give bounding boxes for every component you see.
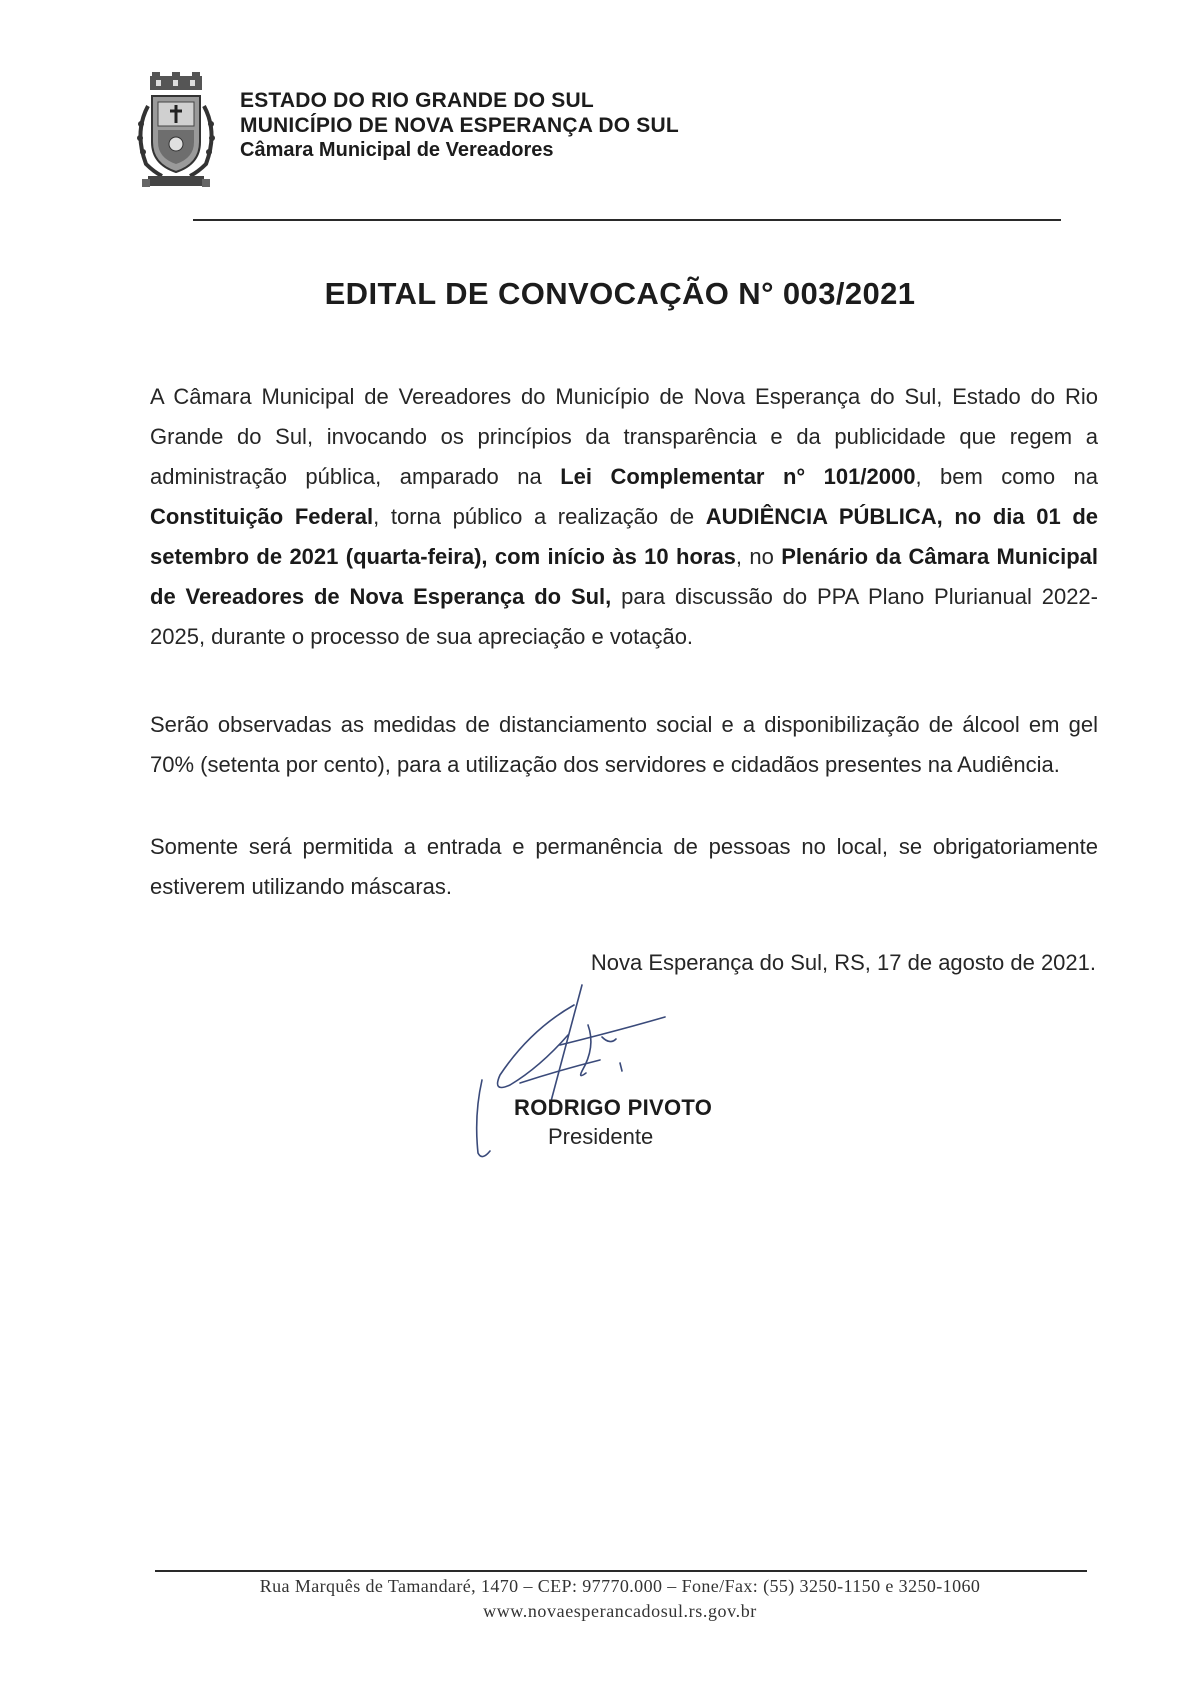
- p1-text-3: , torna público a realização de: [373, 504, 706, 529]
- municipal-coat-of-arms-icon: [132, 72, 220, 190]
- signer-name: RODRIGO PIVOTO: [514, 1095, 713, 1120]
- header-municipality: MUNICÍPIO DE NOVA ESPERANÇA DO SUL: [240, 114, 679, 137]
- footer-address: Rua Marquês de Tamandaré, 1470 – CEP: 97770.000 – Fone/Fax: (55) 3250-1150 e 3250-1060: [259, 1576, 981, 1596]
- place-and-date: Nova Esperança do Sul, RS, 17 de agosto de 2021.: [590, 950, 1096, 975]
- p1-text-1: A Câmara Municipal de Vereadores do Município de Nova Esperança do Sul, Estado do Rio Grande do Sul, invocando os princípios da transparência e da publicidade que regem a administração pública, amparado na: [150, 384, 1098, 489]
- p1-bold-venue: Plenário da Câmara Municipal de Vereadores de Nova Esperança do Sul,: [150, 544, 1098, 609]
- header-divider: [193, 219, 1061, 221]
- header-chamber: Câmara Municipal de Vereadores: [240, 139, 554, 161]
- document-title: EDITAL DE CONVOCAÇÃO N° 003/2021: [324, 276, 916, 311]
- header-state: ESTADO DO RIO GRANDE DO SUL: [240, 89, 594, 112]
- paragraph-measures: Serão observadas as medidas de distanciamento social e a disponibilização de álcool em gel 70% (setenta por cento), para a utilização dos servidores e cidadãos presentes na Audiência.: [150, 712, 1098, 777]
- signer-role: Presidente: [548, 1124, 654, 1149]
- p1-bold-hearing-date: AUDIÊNCIA PÚBLICA, no dia 01 de setembro de 2021 (quarta-feira), com início às 10 horas: [150, 504, 1099, 569]
- paragraph-masks: Somente será permitida a entrada e permanência de pessoas no local, se obrigatoriamente estiverem utilizando máscaras.: [150, 834, 1098, 899]
- p1-text-5: para discussão do PPA Plano Plurianual 2022-2025, durante o processo de sua apreciação e votação.: [150, 584, 1098, 649]
- letterhead: [240, 88, 679, 163]
- footer-website: www.novaesperancadosul.rs.gov.br: [483, 1601, 757, 1621]
- footer-divider: [155, 1570, 1087, 1572]
- p1-text-2: , bem como na: [915, 464, 1099, 489]
- paragraph-convocation: [150, 377, 1098, 657]
- p1-bold-law: Lei Complementar n° 101/2000: [560, 464, 916, 489]
- p1-bold-constitution: Constituição Federal: [150, 504, 374, 529]
- p1-text-4: , no: [735, 544, 782, 569]
